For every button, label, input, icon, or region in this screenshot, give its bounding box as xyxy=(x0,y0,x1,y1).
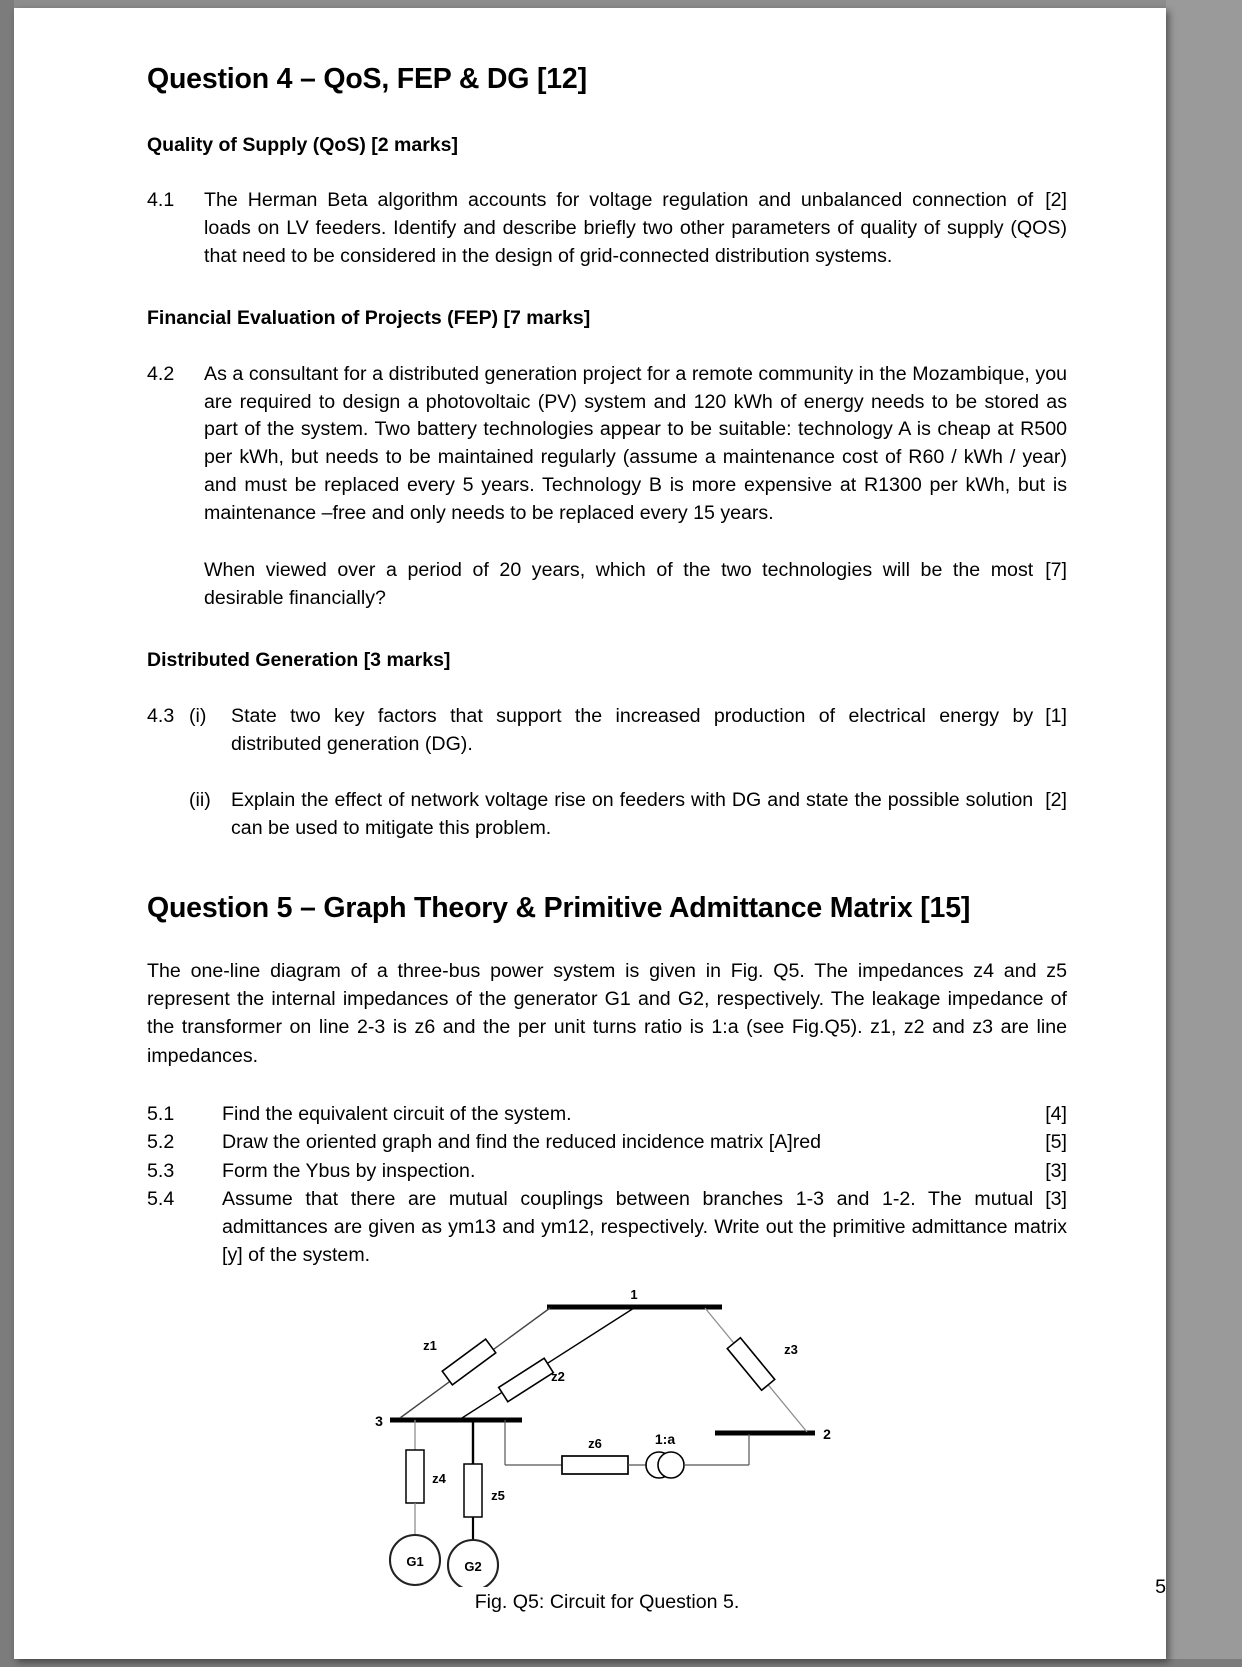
impedance-z4-label: z4 xyxy=(432,1471,446,1487)
transformer-ratio-label: 1:a xyxy=(654,1431,676,1448)
marks-5-4: [3] xyxy=(1045,1187,1067,1210)
impedance-z3-box xyxy=(727,1338,774,1390)
circuit-diagram-svg xyxy=(147,1287,1067,1587)
question-item-5-1 xyxy=(147,1100,1067,1128)
item-number-empty xyxy=(147,787,189,843)
question-item-4-3-i xyxy=(147,703,1067,759)
marks-4-3-ii: [2] xyxy=(1045,789,1067,812)
page-number: 5 xyxy=(1155,1576,1166,1598)
impedance-z6-label: z6 xyxy=(588,1436,602,1452)
impedance-z1-box xyxy=(442,1340,496,1386)
marks-5-2: [5] xyxy=(1045,1131,1067,1154)
impedance-z5-label: z5 xyxy=(491,1488,505,1504)
question-item-4-2 xyxy=(147,361,1067,613)
item-text: Assume that there are mutual couplings between branches 1-3 and 1-2. The mutual admittances are given as ym13 and ym12, respectively. Write out the primitive admittance matrix [y] of the system. xyxy=(222,1187,1067,1267)
marks-4-1: [2] xyxy=(1045,189,1067,212)
section-heading-qos: Quality of Supply (QoS) [2 marks] xyxy=(147,133,458,156)
impedance-z5-box xyxy=(464,1464,482,1517)
question-item-5-2 xyxy=(147,1128,1067,1156)
marks-5-1: [4] xyxy=(1045,1103,1067,1126)
bus-1-label: 1 xyxy=(630,1287,638,1303)
page-left-margin xyxy=(0,0,14,1667)
marks-4-3-i: [1] xyxy=(1045,704,1067,727)
marks-5-3: [3] xyxy=(1045,1159,1067,1182)
question-item-5-4 xyxy=(147,1185,1067,1270)
question-item-4-3-ii xyxy=(147,787,1067,843)
question-4-title: Question 4 – QoS, FEP & DG [12] xyxy=(147,63,587,95)
item-body xyxy=(231,787,1067,843)
item-text: Form the Ybus by inspection. xyxy=(222,1159,476,1182)
impedance-z4-box xyxy=(406,1450,424,1503)
question-5-title: Question 5 – Graph Theory & Primitive Admittance Matrix [15] xyxy=(147,891,971,924)
bus-2-label: 2 xyxy=(823,1426,831,1443)
item-number: 5.3 xyxy=(147,1159,175,1182)
item-body xyxy=(231,703,1067,759)
item-number: 5.2 xyxy=(147,1131,175,1154)
item-text: State two key factors that support the increased production of electrical energy by distributed generation (DG). xyxy=(231,704,1034,755)
item-text-2: When viewed over a period of 20 years, which of the two technologies will be the most desirable financially? xyxy=(204,558,1034,609)
item-number: 5.1 xyxy=(147,1103,175,1126)
item-body xyxy=(222,1185,1067,1270)
item-text: Explain the effect of network voltage rise on feeders with DG and state the possible solution can be used to mitigate this problem. xyxy=(231,789,1034,840)
item-text: Find the equivalent circuit of the system. xyxy=(222,1103,572,1126)
question-5-item-list xyxy=(147,1100,1067,1269)
figure-caption: Fig. Q5: Circuit for Question 5. xyxy=(474,1591,740,1614)
bus-3-label: 3 xyxy=(375,1413,383,1430)
impedance-z1-label: z1 xyxy=(423,1338,437,1354)
page-content xyxy=(147,63,1067,1614)
item-text-paragraph-1: As a consultant for a distributed generation project for a remote community in the Mozambique, you are required to design a photovoltaic (PV) system and 120 kWh of energy needs to be stored as part of the system. Two battery technologies appear to be suitable: technology A is cheap at R500 per kWh, but needs to be maintained regularly (assume a maintenance cost of R60 / kWh / year) and must be replaced every 5 years. Technology B is more expensive at R1300 per kWh, but is maintenance –free and only needs to be replaced every 15 years. xyxy=(204,362,1067,524)
generator-g1-label: G1 xyxy=(406,1554,424,1570)
item-number: 5.4 xyxy=(147,1187,175,1210)
item-roman-numeral: (i) xyxy=(189,704,207,727)
item-body xyxy=(204,361,1067,613)
transformer-coil-right xyxy=(658,1452,684,1478)
question-5-intro: The one-line diagram of a three-bus power system is given in Fig. Q5. The impedances z4 and z5 represent the internal impedances of the generator G1 and G2, respectively. The leakage impedance of the transformer on line 2-3 is z6 and the per unit turns ratio is 1:a (see Fig.Q5). z1, z2 and z3 are line impedances. xyxy=(147,959,1067,1067)
document-page xyxy=(14,8,1166,1659)
item-body xyxy=(204,187,1067,270)
item-number: 4.1 xyxy=(147,189,175,212)
section-heading-fep: Financial Evaluation of Projects (FEP) [7 marks] xyxy=(147,307,591,330)
section-heading-dg: Distributed Generation [3 marks] xyxy=(147,649,451,672)
impedance-z2-box xyxy=(499,1359,554,1402)
item-roman-numeral: (ii) xyxy=(189,789,211,812)
item-number: 4.3 xyxy=(147,704,175,727)
figure-q5 xyxy=(147,1287,1067,1587)
impedance-z2-label: z2 xyxy=(551,1369,565,1385)
impedance-z6-box xyxy=(562,1456,628,1474)
question-item-4-1 xyxy=(147,187,1067,270)
generator-g2-label: G2 xyxy=(464,1559,482,1575)
item-text: Draw the oriented graph and find the reduced incidence matrix [A]red xyxy=(222,1131,822,1154)
page-right-margin xyxy=(1166,0,1242,1667)
impedance-z3-label: z3 xyxy=(784,1342,798,1358)
page-bottom-margin xyxy=(0,1659,1242,1667)
marks-4-2: [7] xyxy=(1045,558,1067,581)
item-text-paragraph-2 xyxy=(204,557,1067,613)
item-number: 4.2 xyxy=(147,362,175,385)
question-item-5-3 xyxy=(147,1157,1067,1185)
item-text: The Herman Beta algorithm accounts for voltage regulation and unbalanced connection of loads on LV feeders. Identify and describe briefly two other parameters of quality of supply (QOS) that need to be considered in the design of grid-connected distribution systems. xyxy=(204,189,1067,267)
